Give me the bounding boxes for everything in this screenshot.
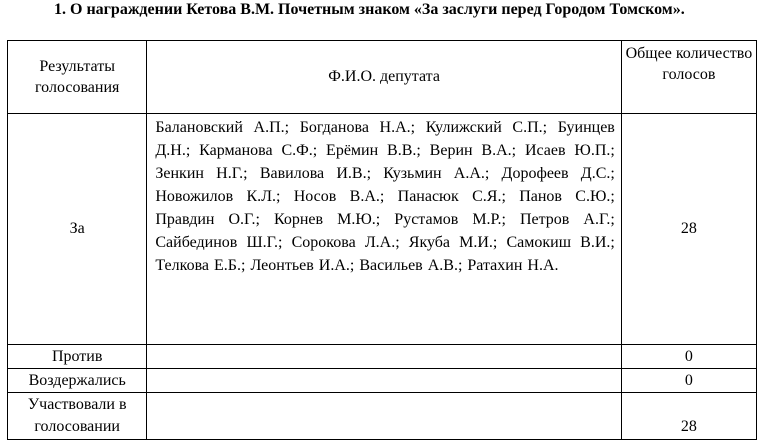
deputies-list-cell bbox=[147, 114, 621, 345]
vote-count: 28 bbox=[621, 393, 756, 440]
header-deputy-name-cell: Ф.И.О. депутата bbox=[147, 41, 621, 114]
result-label: За bbox=[8, 114, 147, 345]
result-label: Против bbox=[8, 345, 147, 369]
vote-count: 0 bbox=[621, 345, 756, 369]
resolution-heading: 1. О награждении Кетова В.М. Почетным знаком «За заслуги перед Городом Томском». bbox=[54, 1, 685, 18]
deputies-list-cell bbox=[147, 345, 621, 369]
voting-results-table bbox=[7, 40, 757, 440]
table-row-abstained bbox=[8, 369, 757, 393]
result-label: Участвовали в голосовании bbox=[8, 393, 147, 440]
vote-count: 28 bbox=[621, 114, 756, 345]
table-row-participated bbox=[8, 393, 757, 440]
header-results-cell: Результаты голосования bbox=[8, 41, 147, 114]
header-total-votes-cell: Общее количество голосов bbox=[621, 41, 756, 114]
deputies-list-cell bbox=[147, 393, 621, 440]
table-row-against bbox=[8, 345, 757, 369]
vote-count: 0 bbox=[621, 369, 756, 393]
result-label: Воздержались bbox=[8, 369, 147, 393]
deputies-list: Балановский А.П.; Богданова Н.А.; Кулижский С.П.; Буинцев Д.Н.; Карманова С.Ф.; Ерёмин В.В.; Верин В.А.; Исаев Ю.П.; Зенкин Н.Г.; Вавилова И.В.; Кузьмин А.А.; Дорофеев Д.С.; Новожилов К.Л.; Носов В.А.; Панасюк С.Я.; Панов С.Ю.; Правдин О.Г.; Корнев М.Ю.; Рустамов М.Р.; Петров А.Г.; Сайбединов Ш.Г.; Сорокова Л.А.; Якуба М.И.; Самокиш В.И.; Телкова Е.Б.; Леонтьев И.А.; Васильев А.В.; Ратахин Н.А. bbox=[155, 119, 615, 274]
deputies-list-cell bbox=[147, 369, 621, 393]
table-header-row bbox=[8, 41, 757, 114]
table-row-for bbox=[8, 114, 757, 345]
